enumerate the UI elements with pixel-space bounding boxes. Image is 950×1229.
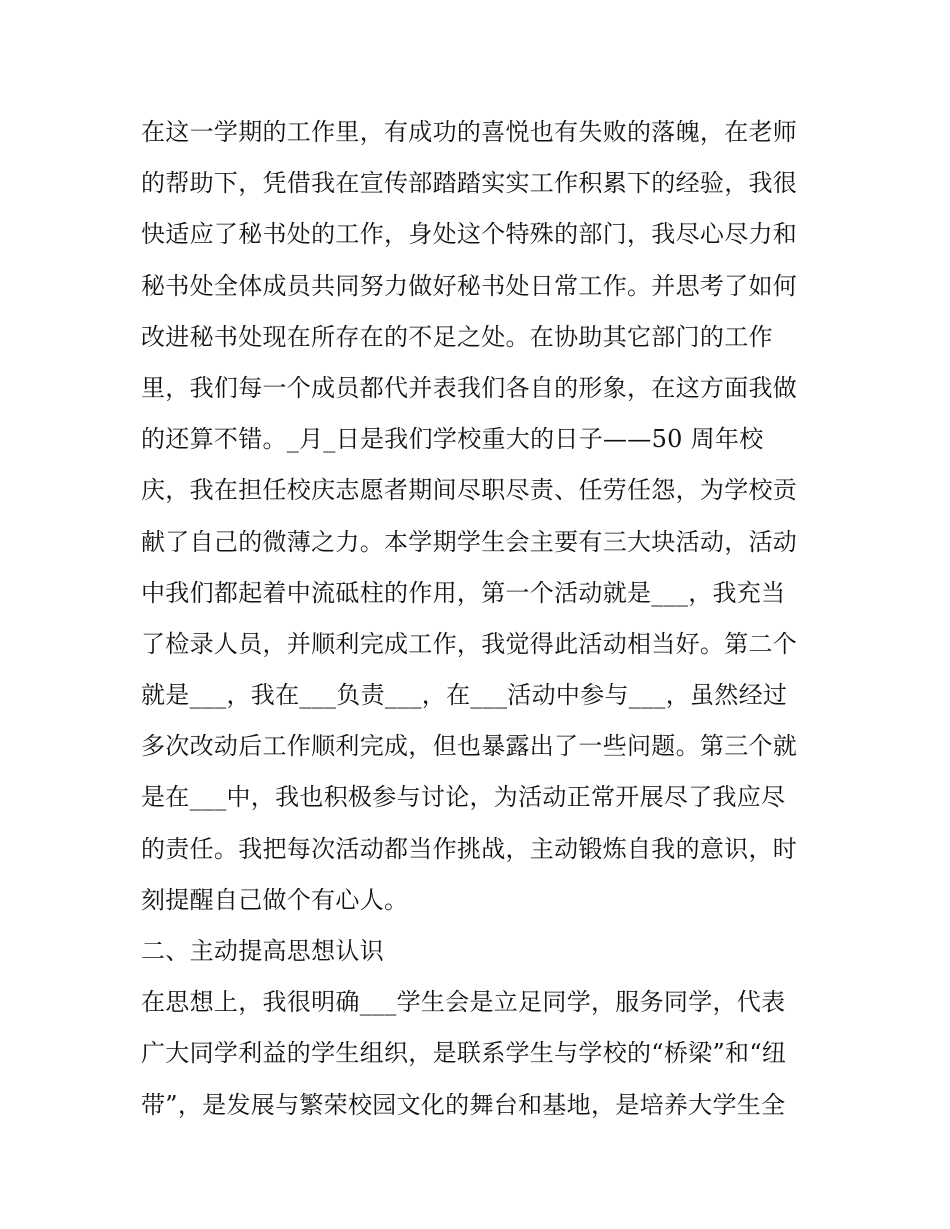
text-line: 广大同学利益的学生组织，是联系学生与学校的“桥梁”和“纽 bbox=[141, 1039, 787, 1068]
text-line: 在这一学期的工作里，有成功的喜悦也有失败的落魄，在老师 bbox=[141, 118, 798, 146]
text-line: 庆，我在担任校庆志愿者期间尽职尽责、任劳任怨，为学校贡 bbox=[141, 476, 798, 505]
text-line: 的帮助下，凭借我在宣传部踏踏实实工作积累下的经验，我很 bbox=[141, 169, 798, 198]
text-line: 里，我们每一个成员都代并表我们各自的形象，在这方面我做 bbox=[141, 373, 798, 402]
text-line: 秘书处全体成员共同努力做好秘书处日常工作。并思考了如何 bbox=[141, 271, 798, 300]
text-line: 带”，是发展与繁荣校园文化的舞台和基地，是培养大学生全 bbox=[141, 1090, 786, 1119]
section-heading: 二、主动提高思想认识 bbox=[141, 937, 384, 965]
text-line: 在思想上，我很明确___学生会是立足同学，服务同学，代表 bbox=[141, 988, 786, 1017]
text-line: 献了自己的微薄之力。本学期学生会主要有三大块活动，活动 bbox=[141, 527, 798, 556]
document-body bbox=[141, 107, 821, 1131]
text-line: 了检录人员，并顺利完成工作，我觉得此活动相当好。第二个 bbox=[141, 629, 798, 658]
text-line: 的责任。我把每次活动都当作挑战，主动锻炼自我的意识，时 bbox=[141, 834, 798, 863]
text-line: 是在___中，我也积极参与讨论，为活动正常开展尽了我应尽 bbox=[141, 783, 786, 812]
text-line: 多次改动后工作顺利完成，但也暴露出了一些问题。第三个就 bbox=[141, 732, 798, 761]
text-line: 中我们都起着中流砥柱的作用，第一个活动就是___，我充当 bbox=[141, 578, 786, 607]
text-line: 就是___，我在___负责___，在___活动中参与___，虽然经过 bbox=[141, 681, 788, 710]
text-line: 快适应了秘书处的工作，身处这个特殊的部门，我尽心尽力和 bbox=[141, 220, 798, 249]
text-line: 改进秘书处现在所存在的不足之处。在协助其它部门的工作 bbox=[141, 322, 773, 351]
text-line: 的还算不错。_月_日是我们学校重大的日子——50 周年校 bbox=[141, 425, 764, 454]
text-line: 刻提醒自己做个有心人。 bbox=[141, 885, 409, 914]
